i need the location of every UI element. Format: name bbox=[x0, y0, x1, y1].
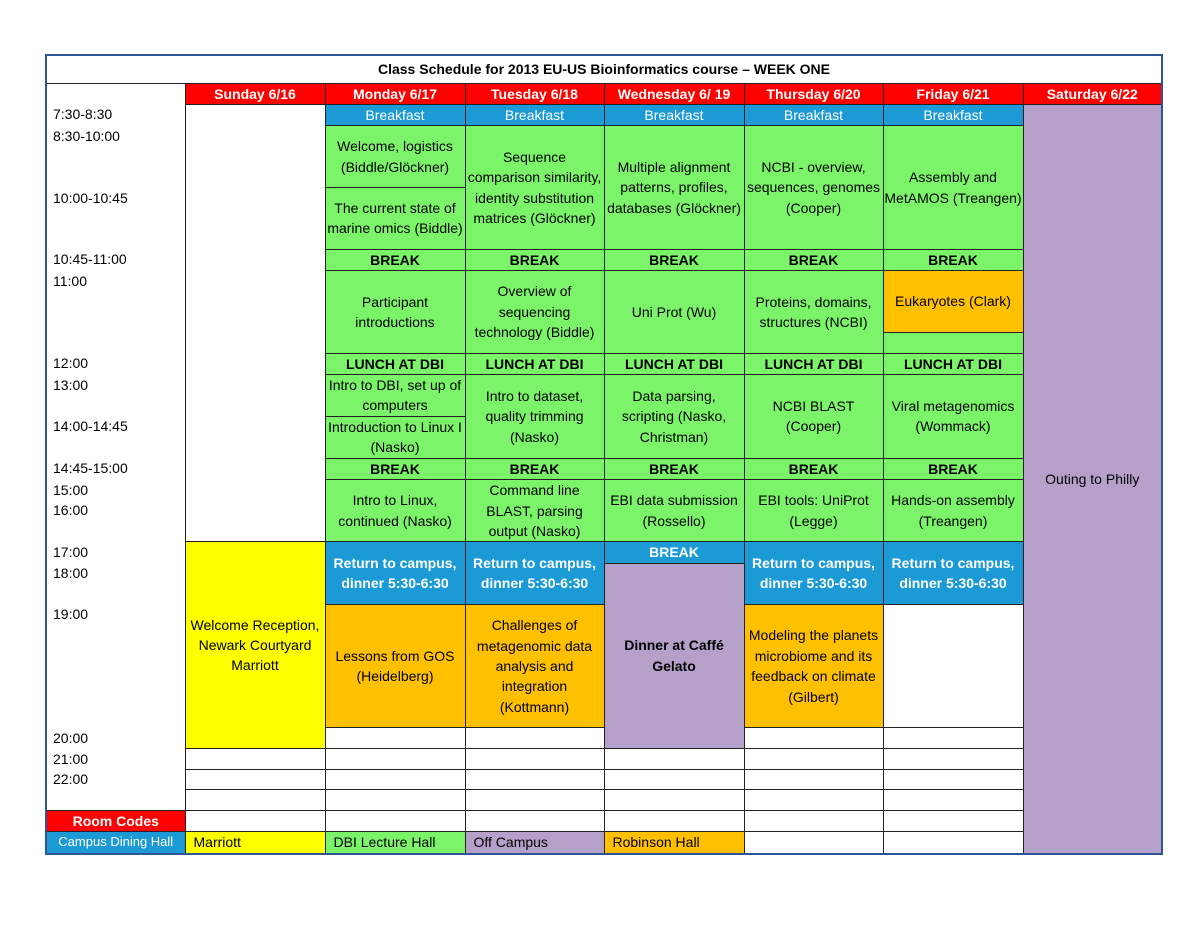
session-cell: Dinner at Caffé Gelato bbox=[604, 563, 744, 748]
empty-cell bbox=[185, 810, 325, 831]
empty-cell bbox=[604, 769, 744, 790]
session-cell: Intro to Linux, continued (Nasko) bbox=[325, 480, 465, 542]
session-cell: Eukaryotes (Clark) bbox=[883, 271, 1023, 333]
empty-cell bbox=[325, 790, 465, 811]
session-cell: Overview of sequencing technology (Biddle) bbox=[465, 271, 604, 353]
schedule-table bbox=[45, 54, 1163, 855]
time-label: 14:00-14:45 bbox=[46, 416, 185, 458]
day-header: Wednesday 6/ 19 bbox=[604, 83, 744, 104]
break-cell: BREAK bbox=[604, 249, 744, 270]
legend-marriott: Marriott bbox=[185, 832, 325, 854]
empty-cell bbox=[604, 790, 744, 811]
sunday-empty-cell bbox=[185, 104, 325, 541]
session-cell: Sequence comparison similarity, identity substitution matrices (Glöckner) bbox=[465, 126, 604, 250]
day-header: Friday 6/21 bbox=[883, 83, 1023, 104]
schedule-row bbox=[46, 749, 1162, 770]
session-cell: Introduction to Linux I (Nasko) bbox=[325, 416, 465, 458]
time-label: 15:00 bbox=[46, 480, 185, 501]
session-cell: Lessons from GOS (Heidelberg) bbox=[325, 604, 465, 728]
session-cell: Data parsing, scripting (Nasko, Christman) bbox=[604, 375, 744, 459]
session-cell: NCBI - overview, sequences, genomes (Cooper) bbox=[744, 126, 883, 250]
breakfast-cell: Breakfast bbox=[325, 104, 465, 125]
session-cell: Uni Prot (Wu) bbox=[604, 271, 744, 353]
room-codes-label: Room Codes bbox=[46, 810, 185, 831]
time-label: 10:45-11:00 bbox=[46, 249, 185, 270]
session-cell: Modeling the planets microbiome and its feedback on climate (Gilbert) bbox=[744, 604, 883, 728]
day-header: Monday 6/17 bbox=[325, 83, 465, 104]
session-cell: NCBI BLAST (Cooper) bbox=[744, 375, 883, 459]
break-cell: BREAK bbox=[325, 458, 465, 479]
session-cell: Challenges of metagenomic data analysis and integration (Kottmann) bbox=[465, 604, 604, 728]
schedule-row bbox=[46, 104, 1162, 125]
time-label bbox=[46, 790, 185, 811]
lunch-cell: LUNCH AT DBI bbox=[465, 353, 604, 374]
empty-cell bbox=[744, 728, 883, 749]
empty-cell bbox=[883, 604, 1023, 728]
session-cell: Hands-on assembly (Treangen) bbox=[883, 480, 1023, 542]
return-cell: Return to campus, dinner 5:30-6:30 bbox=[744, 542, 883, 605]
legend-dining-hall: Campus Dining Hall bbox=[46, 832, 185, 854]
session-cell: Intro to DBI, set up of computers bbox=[325, 375, 465, 417]
time-label: 12:00 bbox=[46, 353, 185, 374]
time-label: 22:00 bbox=[46, 769, 185, 790]
empty-cell bbox=[604, 749, 744, 770]
time-label: 17:00 bbox=[46, 542, 185, 563]
empty-cell bbox=[744, 810, 883, 831]
room-codes-row bbox=[46, 810, 1162, 831]
day-header: Saturday 6/22 bbox=[1023, 83, 1162, 104]
empty-cell bbox=[744, 749, 883, 770]
time-label: 7:30-8:30 bbox=[46, 104, 185, 125]
time-label: 10:00-10:45 bbox=[46, 188, 185, 250]
lunch-cell: LUNCH AT DBI bbox=[325, 353, 465, 374]
empty-cell bbox=[883, 832, 1023, 854]
schedule-row bbox=[46, 790, 1162, 811]
break-cell: BREAK bbox=[604, 458, 744, 479]
empty-cell bbox=[883, 790, 1023, 811]
empty-cell bbox=[744, 769, 883, 790]
break-cell: BREAK bbox=[744, 249, 883, 270]
empty-cell bbox=[325, 749, 465, 770]
breakfast-cell: Breakfast bbox=[465, 104, 604, 125]
breakfast-cell: Breakfast bbox=[604, 104, 744, 125]
empty-cell bbox=[465, 810, 604, 831]
return-cell: Return to campus, dinner 5:30-6:30 bbox=[325, 542, 465, 605]
time-label: 20:00 bbox=[46, 728, 185, 749]
day-header: Thursday 6/20 bbox=[744, 83, 883, 104]
break-cell: BREAK bbox=[325, 249, 465, 270]
return-cell: Return to campus, dinner 5:30-6:30 bbox=[883, 542, 1023, 605]
time-label: 14:45-15:00 bbox=[46, 458, 185, 479]
header-blank bbox=[46, 83, 185, 104]
title-row bbox=[46, 55, 1162, 83]
empty-cell bbox=[744, 790, 883, 811]
empty-cell bbox=[883, 769, 1023, 790]
schedule-title: Class Schedule for 2013 EU-US Bioinformatics course – WEEK ONE bbox=[46, 55, 1162, 83]
empty-cell bbox=[185, 749, 325, 770]
legend-off-campus: Off Campus bbox=[465, 832, 604, 854]
session-cell: EBI data submission (Rossello) bbox=[604, 480, 744, 542]
empty-cell bbox=[465, 769, 604, 790]
time-label: 18:00 bbox=[46, 563, 185, 604]
empty-cell bbox=[185, 769, 325, 790]
day-header: Sunday 6/16 bbox=[185, 83, 325, 104]
empty-cell bbox=[325, 769, 465, 790]
time-label: 13:00 bbox=[46, 375, 185, 417]
session-cell: The current state of marine omics (Biddle) bbox=[325, 188, 465, 250]
break-cell: BREAK bbox=[883, 249, 1023, 270]
time-label: 8:30-10:00 bbox=[46, 126, 185, 188]
session-cell: Intro to dataset, quality trimming (Nasko) bbox=[465, 375, 604, 459]
return-cell: Return to campus, dinner 5:30-6:30 bbox=[465, 542, 604, 605]
breakfast-cell: Breakfast bbox=[883, 104, 1023, 125]
time-label: 11:00 bbox=[46, 271, 185, 353]
time-label: 16:00 bbox=[46, 500, 185, 542]
session-cell bbox=[883, 333, 1023, 354]
break-cell: BREAK bbox=[604, 542, 744, 563]
schedule-row bbox=[46, 769, 1162, 790]
break-cell: BREAK bbox=[465, 249, 604, 270]
session-cell: Assembly and MetAMOS (Treangen) bbox=[883, 126, 1023, 250]
break-cell: BREAK bbox=[744, 458, 883, 479]
break-cell: BREAK bbox=[465, 458, 604, 479]
empty-cell bbox=[883, 728, 1023, 749]
session-cell: Proteins, domains, structures (NCBI) bbox=[744, 271, 883, 353]
time-label: 21:00 bbox=[46, 749, 185, 770]
lunch-cell: LUNCH AT DBI bbox=[883, 353, 1023, 374]
break-cell: BREAK bbox=[883, 458, 1023, 479]
schedule-row bbox=[46, 542, 1162, 563]
empty-cell bbox=[325, 728, 465, 749]
empty-cell bbox=[883, 810, 1023, 831]
legend-dbi-lecture-hall: DBI Lecture Hall bbox=[325, 832, 465, 854]
empty-cell bbox=[883, 749, 1023, 770]
breakfast-cell: Breakfast bbox=[744, 104, 883, 125]
lunch-cell: LUNCH AT DBI bbox=[744, 353, 883, 374]
empty-cell bbox=[465, 749, 604, 770]
saturday-outing-cell: Outing to Philly bbox=[1023, 104, 1162, 853]
session-cell: Welcome, logistics (Biddle/Glöckner) bbox=[325, 126, 465, 188]
time-label: 19:00 bbox=[46, 604, 185, 728]
empty-cell bbox=[325, 810, 465, 831]
empty-cell bbox=[465, 728, 604, 749]
day-header: Tuesday 6/18 bbox=[465, 83, 604, 104]
legend-row bbox=[46, 832, 1162, 854]
legend-robinson-hall: Robinson Hall bbox=[604, 832, 744, 854]
empty-cell bbox=[465, 790, 604, 811]
session-cell: Multiple alignment patterns, profiles, databases (Glöckner) bbox=[604, 126, 744, 250]
empty-cell bbox=[604, 810, 744, 831]
empty-cell bbox=[744, 832, 883, 854]
day-header-row bbox=[46, 83, 1162, 104]
lunch-cell: LUNCH AT DBI bbox=[604, 353, 744, 374]
session-cell: Welcome Reception, Newark Courtyard Marriott bbox=[185, 542, 325, 749]
session-cell: EBI tools: UniProt (Legge) bbox=[744, 480, 883, 542]
empty-cell bbox=[185, 790, 325, 811]
session-cell: Command line BLAST, parsing output (Nasko) bbox=[465, 480, 604, 542]
session-cell: Participant introductions bbox=[325, 271, 465, 353]
session-cell: Viral metagenomics (Wommack) bbox=[883, 375, 1023, 459]
